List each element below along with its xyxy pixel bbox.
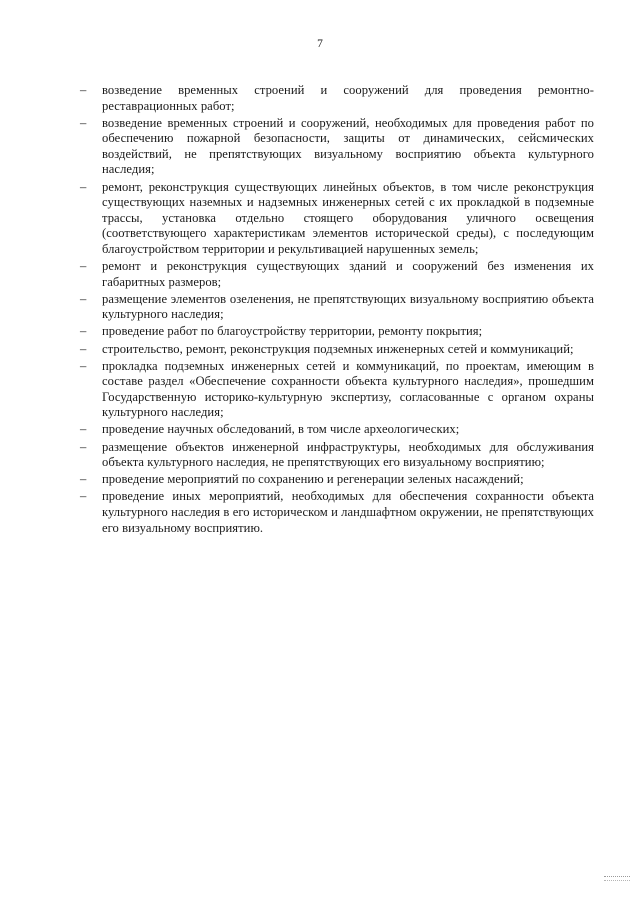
list-item-text: проведение научных обследований, в том числе археологических; <box>102 422 460 437</box>
list-item-text: ремонт и реконструкция существующих зданий и сооружений без изменения их габаритных размеров; <box>102 259 594 289</box>
list-item <box>80 116 594 178</box>
requirements-list <box>80 83 594 538</box>
list-item-text: возведение временных строений и сооружений для проведения ремонтно-реставрационных работ; <box>102 83 594 113</box>
dash-bullet: – <box>80 324 87 339</box>
dash-bullet: – <box>80 115 87 130</box>
list-item <box>80 342 594 358</box>
list-item <box>80 359 594 421</box>
list-item-text: размещение элементов озеленения, не препятствующих визуальному восприятию объекта культурного наследия; <box>102 291 594 322</box>
list-item <box>80 472 594 488</box>
list-item-text: проведение работ по благоустройству территории, ремонту покрытия; <box>102 324 483 339</box>
list-item-text: прокладка подземных инженерных сетей и коммуникаций, по проектам, имеющим в составе раздел «Обеспечение сохранности объекта культурного наследия», прошедшим Государственную историко-культурную экспертизу, согласованные с органом охраны культурного наследия; <box>102 358 594 420</box>
list-item-text: ремонт, реконструкция существующих линейных объектов, в том числе реконструкция существующих наземных и надземных инженерных сетей с их прокладкой в подземные трассы, установка отдельно стоящего оборудования уличного освещения (соответствующего характеристикам элементов исторической среды), с последующим благоустройством территории и рекультивацией нарушенных земель; <box>102 179 594 256</box>
dash-bullet: – <box>80 489 87 504</box>
list-item-text: проведение мероприятий по сохранению и регенерации зеленых насаждений; <box>102 472 524 487</box>
dash-bullet: – <box>80 472 87 487</box>
dash-bullet: – <box>80 291 87 306</box>
dash-bullet: – <box>80 358 87 373</box>
dash-bullet: – <box>80 422 87 437</box>
scan-artifact-mark <box>604 876 630 881</box>
list-item-text: строительство, ремонт, реконструкция подземных инженерных сетей и коммуникаций; <box>102 341 574 356</box>
list-item <box>80 292 594 323</box>
dash-bullet: – <box>80 179 87 194</box>
dash-bullet: – <box>80 83 87 97</box>
list-item <box>80 422 594 438</box>
list-item <box>80 324 594 340</box>
list-item <box>80 440 594 471</box>
list-item-text: размещение объектов инженерной инфраструктуры, необходимых для обслуживания объекта культурного наследия, не препятствующих его визуальному восприятию; <box>102 439 594 470</box>
dash-bullet: – <box>80 439 87 454</box>
list-item <box>80 180 594 258</box>
page-number: 7 <box>317 38 323 50</box>
list-item <box>80 259 594 290</box>
list-item-text: проведение иных мероприятий, необходимых для обеспечения сохранности объекта культурного наследия в его историческом и ландшафтном окружении, не препятствующих его визуальному восприятию. <box>102 489 594 535</box>
dash-bullet: – <box>80 341 87 356</box>
list-item <box>80 489 594 536</box>
list-item-text: возведение временных строений и сооружений, необходимых для проведения работ по обеспечению пожарной безопасности, защиты от динамических, сейсмических воздействий, не препятствующих визуальному восприятию объекта культурного наследия; <box>102 115 594 177</box>
list-item <box>80 83 594 114</box>
dash-bullet: – <box>80 259 87 274</box>
